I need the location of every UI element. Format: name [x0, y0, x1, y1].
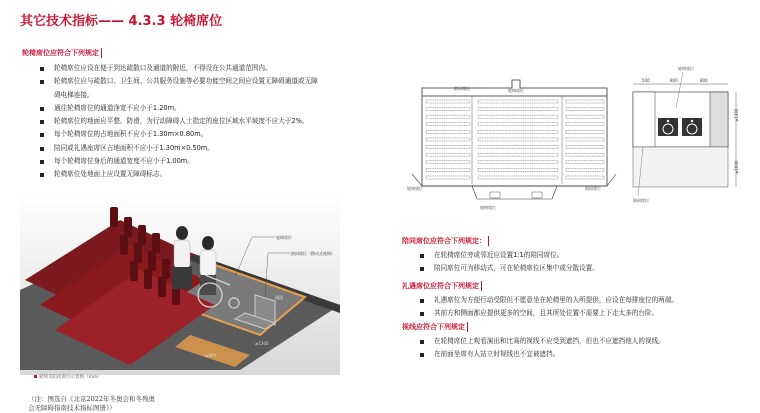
seat-row: [426, 153, 470, 156]
plan-label-wheelchair-bottom: 轮椅席位: [480, 205, 496, 210]
sightline-item: 在前面坐席有人站立时视线也不宜被遮挡。: [420, 348, 665, 361]
plan-label-companion: 陪同席位: [454, 86, 470, 91]
plan-label-companion-right: 陪同席位: [585, 186, 601, 191]
seat-row: [566, 108, 604, 111]
seat-row: [426, 146, 470, 149]
left-item: 每个轮椅席位的占地面积不应小于1.30m×0.80m。: [40, 128, 318, 141]
seat-row: [478, 100, 558, 103]
companion-section-list: [420, 249, 599, 276]
dim-500: 500: [642, 78, 650, 83]
left-item: 轮椅席位的地面应平整、防滑，为行动障碍人士指定的座位区域水平坡度不应大于2%。: [40, 115, 318, 128]
dim-800: ≥800: [205, 353, 216, 358]
companion-section-heading: 陪同席位应符合下列规定：: [402, 236, 489, 246]
wheelchair-symbol-icon: [658, 118, 702, 136]
companion-item: 在轮椅席位旁或邻近应设置1:1的陪同席位。: [420, 249, 599, 262]
seat-row: [566, 153, 604, 156]
courtesy-section-heading: 礼遇席位应符合下列规定: [402, 281, 482, 291]
plan-label-wheelchair-left: 轮椅席位: [407, 186, 423, 191]
courtesy-item: 其前方和侧面都应提供更多的空间，且其所处位置不需要上下走太多的台阶。: [420, 307, 678, 320]
detail-label-wheelchair: 轮椅席位: [678, 66, 694, 71]
seat-row: [566, 123, 604, 126]
companion-item: 陪同席位可为移动式，可在轮椅席位区集中或分散设置。: [420, 262, 599, 275]
left-item: 每个轮椅席位身后的通道宽度不应小于1.00m。: [40, 155, 318, 168]
dim-1000-vertical: ≥1000: [734, 160, 739, 174]
dim-1300: ≥1300: [255, 341, 269, 346]
wheelchair-position: [532, 192, 542, 198]
seat-row: [478, 138, 558, 141]
dim-800-a: 800: [670, 78, 678, 83]
seat-row: [478, 153, 558, 156]
seat-row: [426, 138, 470, 141]
courtesy-item: 礼遇席位为方便行动受限但不愿意坐在轮椅里的人所提供，应设在每排座位的两端。: [420, 294, 678, 307]
seat-row: [566, 130, 604, 133]
detail-label-companion: 陪同席位: [633, 198, 649, 203]
seat-row: [478, 123, 558, 126]
label-companion-seat: 陪同席位（移动式座椅）: [291, 251, 335, 256]
plan-label-wheelchair: 轮椅席位: [508, 88, 524, 93]
seat-row: [426, 123, 470, 126]
wheelchair-position: [490, 192, 500, 198]
seat-row: [426, 130, 470, 133]
label-wheelchair-seat: 轮椅席位: [276, 235, 292, 240]
wheelchair-seating-illustration: [20, 195, 340, 375]
seat-row: [566, 161, 604, 164]
seat-row: [426, 176, 470, 179]
label-aisle: 通道: [275, 295, 283, 300]
seat-row: [566, 146, 604, 149]
seat-row: [478, 176, 558, 179]
seat-grid: [426, 100, 604, 179]
seat-row: [478, 168, 558, 171]
seat-row: [566, 138, 604, 141]
source-note: [28, 395, 155, 413]
wheelchair-space-detail-drawing: [628, 62, 748, 212]
seat-row: [566, 168, 604, 171]
seat-row: [426, 168, 470, 171]
seat-row: [426, 115, 470, 118]
seat-row: [566, 115, 604, 118]
seat-row: [566, 100, 604, 103]
left-item: 轮椅席位应与疏散口、卫生间、公共服务设施等必要功能空间之间应设置无障碍通道或无障: [40, 75, 318, 88]
courtesy-section-list: [420, 294, 678, 321]
seat-row: [426, 100, 470, 103]
seat-row: [478, 108, 558, 111]
left-item: 轮椅席位应设在便于到达疏散口及通道的附近，不得设在公共通道范围内。: [40, 62, 318, 75]
seat-row: [566, 176, 604, 179]
left-item-continued: 碍电梯连接。: [54, 90, 94, 99]
page-title: 其它技术指标—— 4.3.3 轮椅席位: [20, 14, 223, 29]
left-item: 轮椅席位处地面上应设置无障碍标志。: [40, 168, 318, 181]
seat-row: [478, 161, 558, 164]
auditorium-plan-drawing: [402, 74, 620, 214]
dim-800-b: 800: [700, 78, 708, 83]
source-note-line: （注：图选自《北京2022年冬奥会和冬残奥: [28, 395, 156, 403]
seat-row: [426, 108, 470, 111]
left-section-list: [40, 62, 318, 182]
left-section-heading: 轮椅席位应符合下列规定: [22, 48, 102, 58]
sightline-section-list: [420, 335, 665, 362]
seat-row: [426, 161, 470, 164]
seat-row: [478, 130, 558, 133]
seat-row: [478, 115, 558, 118]
left-item: 陪同或礼遇座席区占地面积不应小于1.30m×0.50m。: [40, 142, 318, 155]
left-item: 通往轮椅席位的通道净宽不应小于1.20m。: [40, 102, 318, 115]
sightline-section-heading: 视线应符合下列规定: [402, 322, 468, 332]
sightline-item: 在轮椅席位上观看演出和比赛的视线不应受到遮挡，但也不应遮挡他人的视线。: [420, 335, 665, 348]
figure-caption: 轮椅及陪同席位示意图（mm）: [34, 374, 102, 380]
source-note-line: 会无障碍指南技术指标图册》）: [28, 404, 116, 412]
dim-1300-vertical: ≥1300: [734, 108, 739, 122]
seat-row: [478, 146, 558, 149]
